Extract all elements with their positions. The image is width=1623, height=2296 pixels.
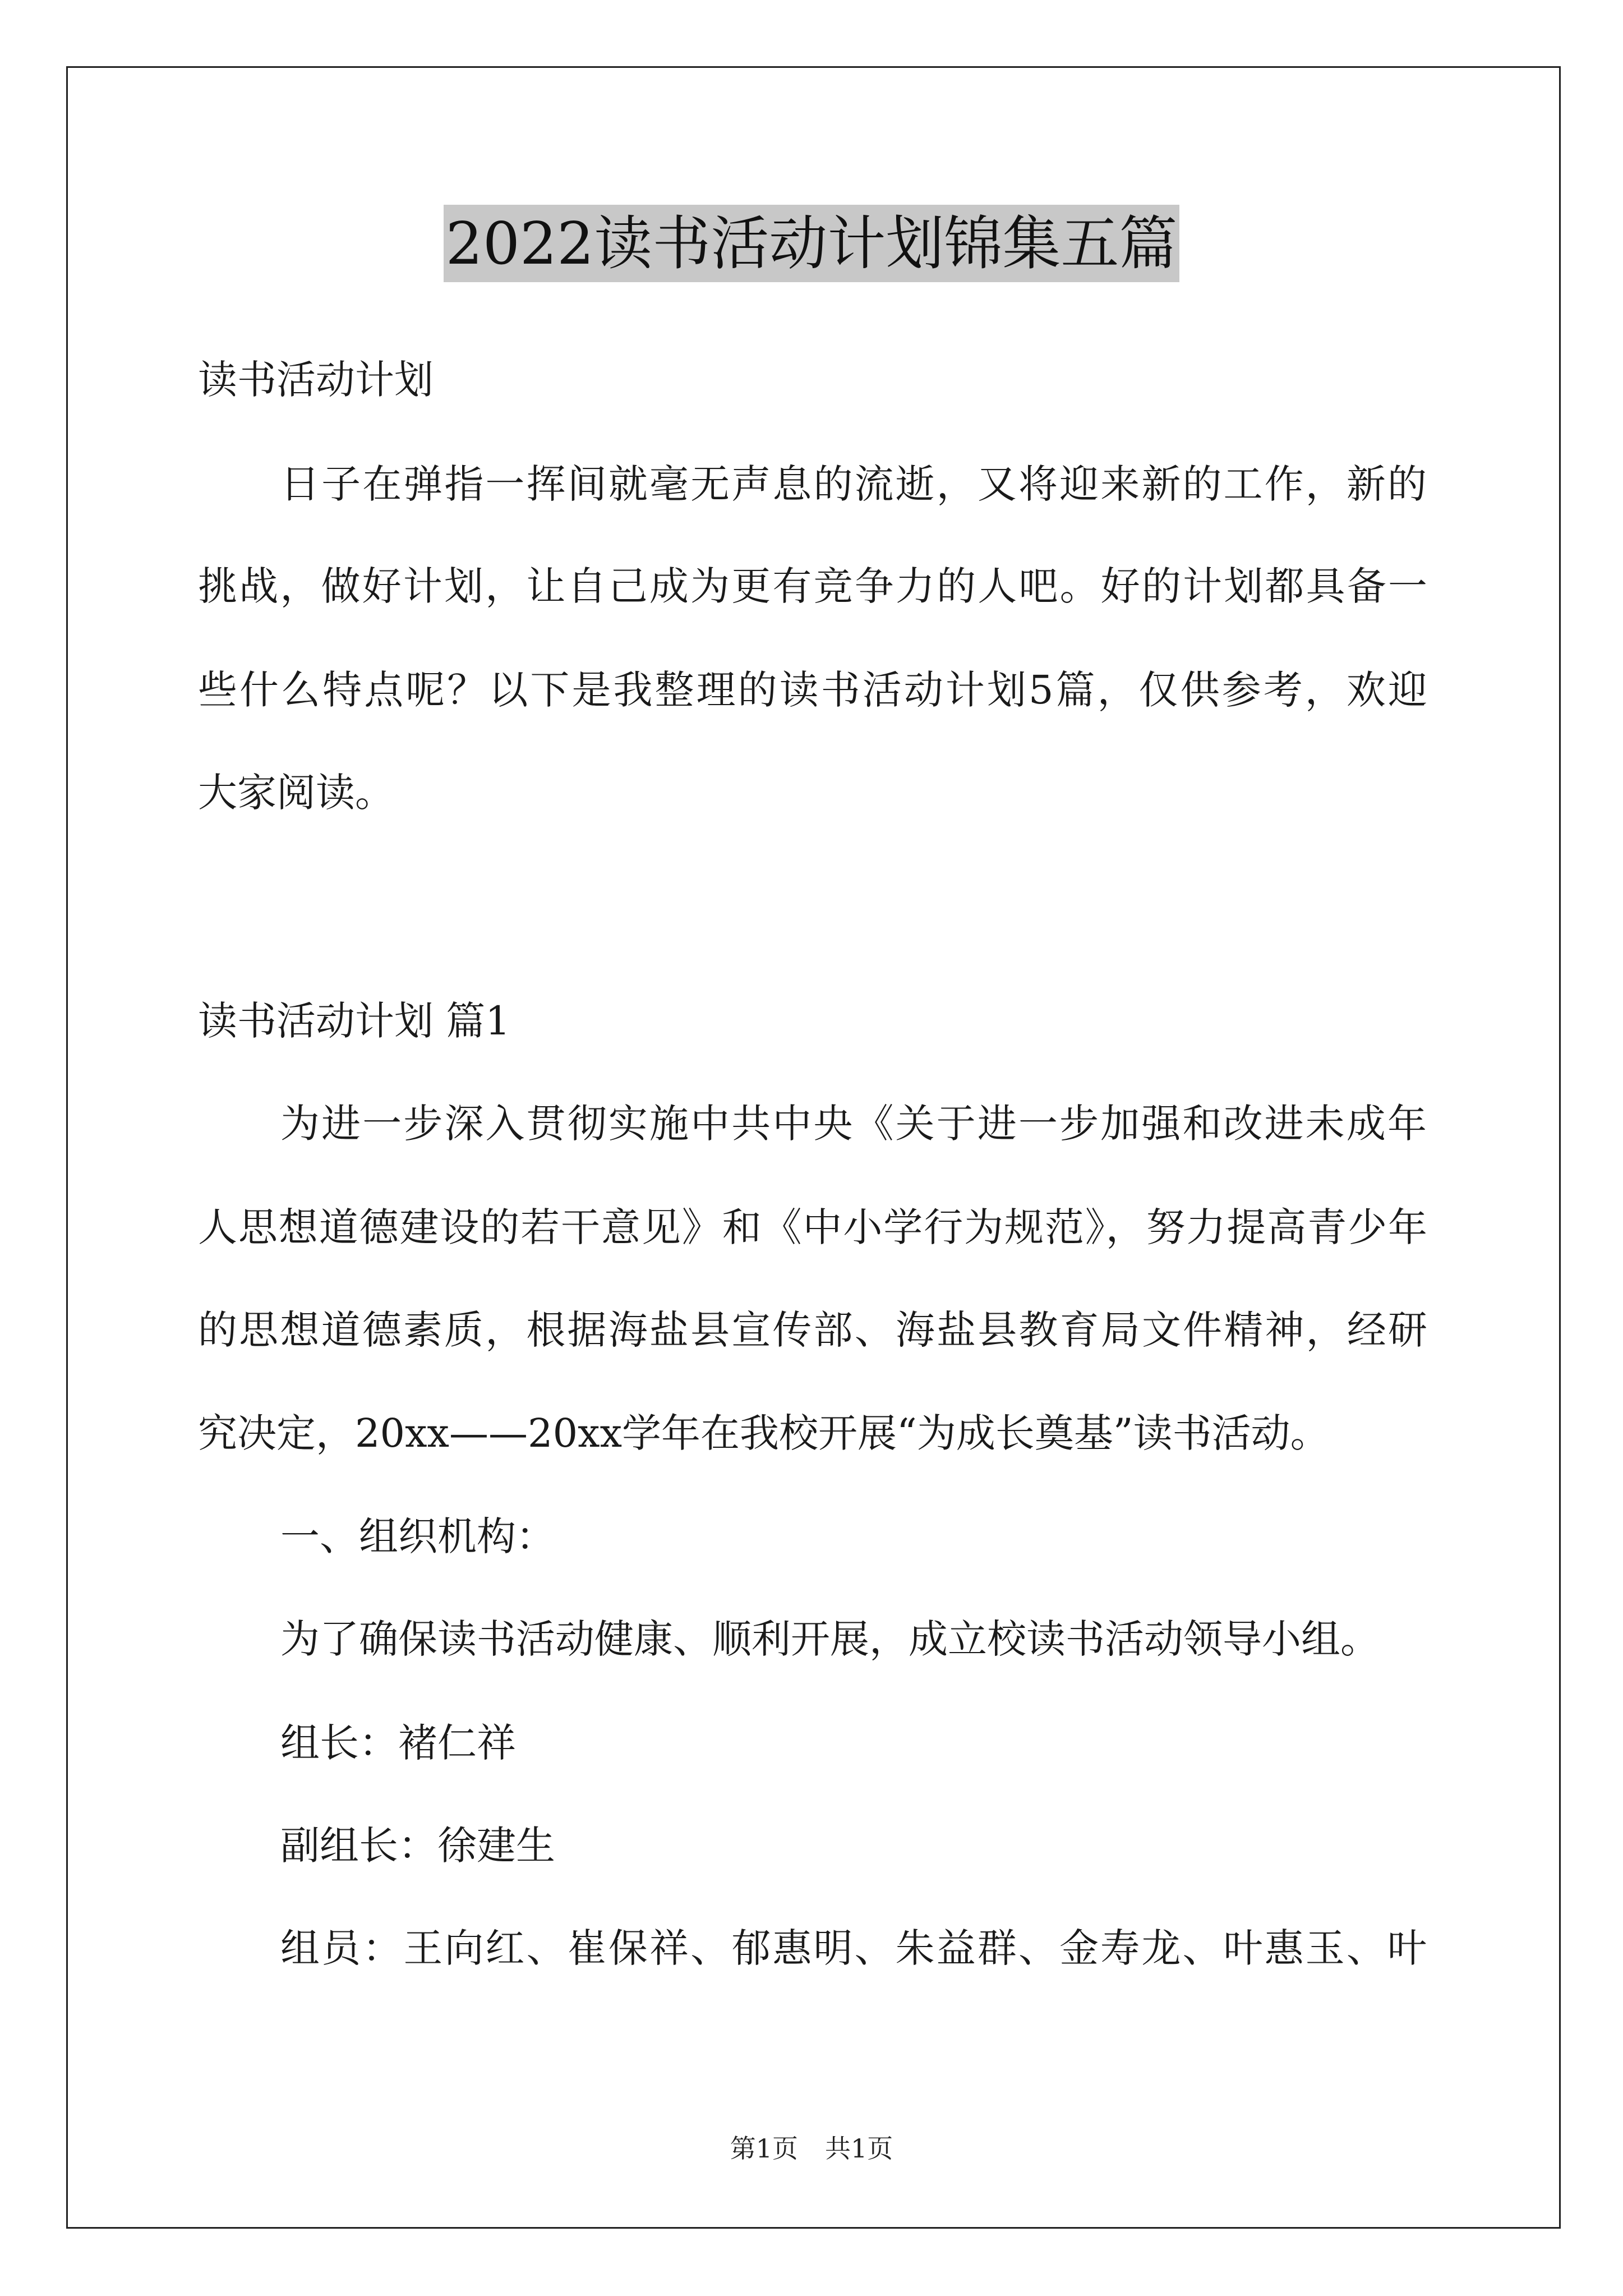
title-container	[0, 205, 1623, 282]
paragraph-line: 些什么特点呢？以下是我整理的读书活动计划5篇，仅供参考，欢迎	[198, 667, 1427, 713]
paragraph-line: 为进一步深入贯彻实施中共中央《关于进一步加强和改进未成年	[280, 1101, 1427, 1147]
paragraph-line: 人思想道德建设的若干意见》和《中小学行为规范》，努力提高青少年	[198, 1204, 1427, 1250]
paragraph-line: 组员：王向红、崔保祥、郁惠明、朱益群、金寿龙、叶惠玉、叶	[280, 1925, 1427, 1971]
paragraph-line: 日子在弹指一挥间就毫无声息的流逝，又将迎来新的工作，新的	[280, 461, 1427, 507]
page-total: 共1页	[825, 2133, 893, 2164]
paragraph-line: 为了确保读书活动健康、顺利开展，成立校读书活动领导小组。	[280, 1616, 1380, 1662]
page-number: 第1页	[730, 2133, 798, 2164]
section-heading: 读书活动计划	[198, 357, 434, 403]
paragraph-line: 大家阅读。	[198, 770, 394, 816]
document-title: 2022读书活动计划锦集五篇	[444, 205, 1180, 282]
section-heading: 读书活动计划 篇1	[198, 998, 510, 1044]
paragraph-line: 挑战，做好计划，让自己成为更有竞争力的人吧。好的计划都具备一	[198, 563, 1427, 609]
paragraph-line: 副组长：徐建生	[280, 1823, 555, 1869]
list-heading: 一、组织机构：	[280, 1513, 555, 1559]
paragraph-line: 的思想道德素质，根据海盐县宣传部、海盐县教育局文件精神，经研	[198, 1307, 1427, 1353]
paragraph-line: 组长：褚仁祥	[280, 1720, 516, 1766]
page-footer	[0, 2132, 1623, 2165]
paragraph-line: 究决定，20xx——20xx学年在我校开展“为成长奠基”读书活动。	[198, 1410, 1330, 1456]
